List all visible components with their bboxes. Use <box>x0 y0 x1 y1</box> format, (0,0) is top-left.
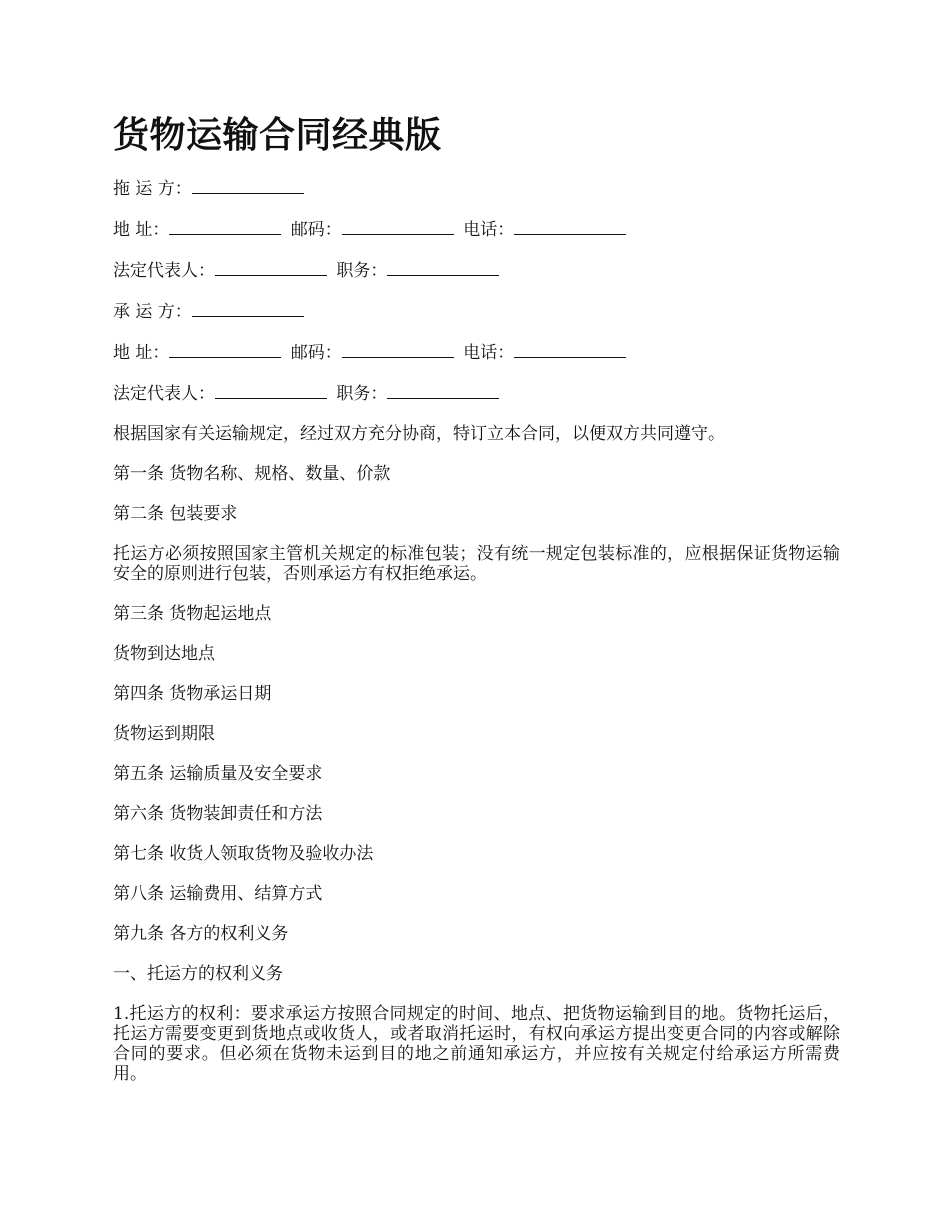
clause-heading: 第九条 各方的权利义务 <box>113 924 289 944</box>
clause-heading: 第五条 运输质量及安全要求 <box>113 764 323 784</box>
shipper-rep-label: 法定代表人： <box>113 261 215 281</box>
shipper-phone-blank[interactable] <box>514 219 626 235</box>
shipper-position-blank[interactable] <box>387 260 499 276</box>
preamble: 根据国家有关运输规定，经过双方充分协商，特订立本合同，以便双方共同遵守。 <box>113 424 725 444</box>
clause-item: 货物到达地点 <box>113 644 215 664</box>
clause-heading: 第六条 货物装卸责任和方法 <box>113 804 323 824</box>
shipper-phone-label: 电话： <box>463 220 515 240</box>
clause-heading: 第四条 货物承运日期 <box>113 684 272 704</box>
carrier-rep-blank[interactable] <box>215 383 327 399</box>
subsection-heading: 一、托运方的权利义务 <box>113 964 283 984</box>
carrier-address-blank[interactable] <box>169 342 281 358</box>
shipper-name-blank[interactable] <box>192 178 304 194</box>
clause-paragraph: 1.托运方的权利：要求承运方按照合同规定的时间、地点、把货物运输到目的地。货物托运后，托运方需要变更到货地点或收货人，或者取消托运时，有权向承运方提出变更合同的内容或解除合同的要求。但必须在货物未运到目的地之前通知承运方，并应按有关规定付给承运方所需费用。 <box>113 1004 840 1084</box>
carrier-rep-label: 法定代表人： <box>113 384 215 404</box>
shipper-postcode-label: 邮码： <box>290 220 342 240</box>
carrier-phone-label: 电话： <box>463 343 515 363</box>
clause-heading: 第二条 包装要求 <box>113 504 238 524</box>
carrier-postcode-blank[interactable] <box>342 342 454 358</box>
shipper-address-blank[interactable] <box>169 219 281 235</box>
document-title: 货物运输合同经典版 <box>113 115 442 156</box>
clause-heading: 第七条 收货人领取货物及验收办法 <box>113 844 374 864</box>
carrier-address-label: 地 址： <box>113 343 170 363</box>
carrier-position-label: 职务： <box>336 384 388 404</box>
carrier-party-line <box>113 301 840 322</box>
clause-item: 货物运到期限 <box>113 724 215 744</box>
carrier-position-blank[interactable] <box>387 383 499 399</box>
carrier-name-blank[interactable] <box>192 301 304 317</box>
carrier-postcode-label: 邮码： <box>290 343 342 363</box>
clause-heading: 第三条 货物起运地点 <box>113 604 272 624</box>
shipper-rep-line <box>113 260 840 281</box>
carrier-party-label: 承 运 方： <box>113 302 192 322</box>
shipper-address-label: 地 址： <box>113 220 170 240</box>
shipper-rep-blank[interactable] <box>215 260 327 276</box>
shipper-postcode-blank[interactable] <box>342 219 454 235</box>
clause-paragraph: 托运方必须按照国家主管机关规定的标准包装；没有统一规定包装标准的，应根据保证货物运输安全的原则进行包装，否则承运方有权拒绝承运。 <box>113 544 840 584</box>
clause-heading: 第八条 运输费用、结算方式 <box>113 884 323 904</box>
shipper-address-line <box>113 219 840 240</box>
carrier-address-line <box>113 342 840 363</box>
shipper-position-label: 职务： <box>336 261 388 281</box>
contract-page <box>113 108 840 1104</box>
shipper-party-label: 拖 运 方： <box>113 179 192 199</box>
carrier-rep-line <box>113 383 840 404</box>
carrier-phone-blank[interactable] <box>514 342 626 358</box>
clause-heading: 第一条 货物名称、规格、数量、价款 <box>113 464 391 484</box>
shipper-party-line <box>113 178 840 199</box>
